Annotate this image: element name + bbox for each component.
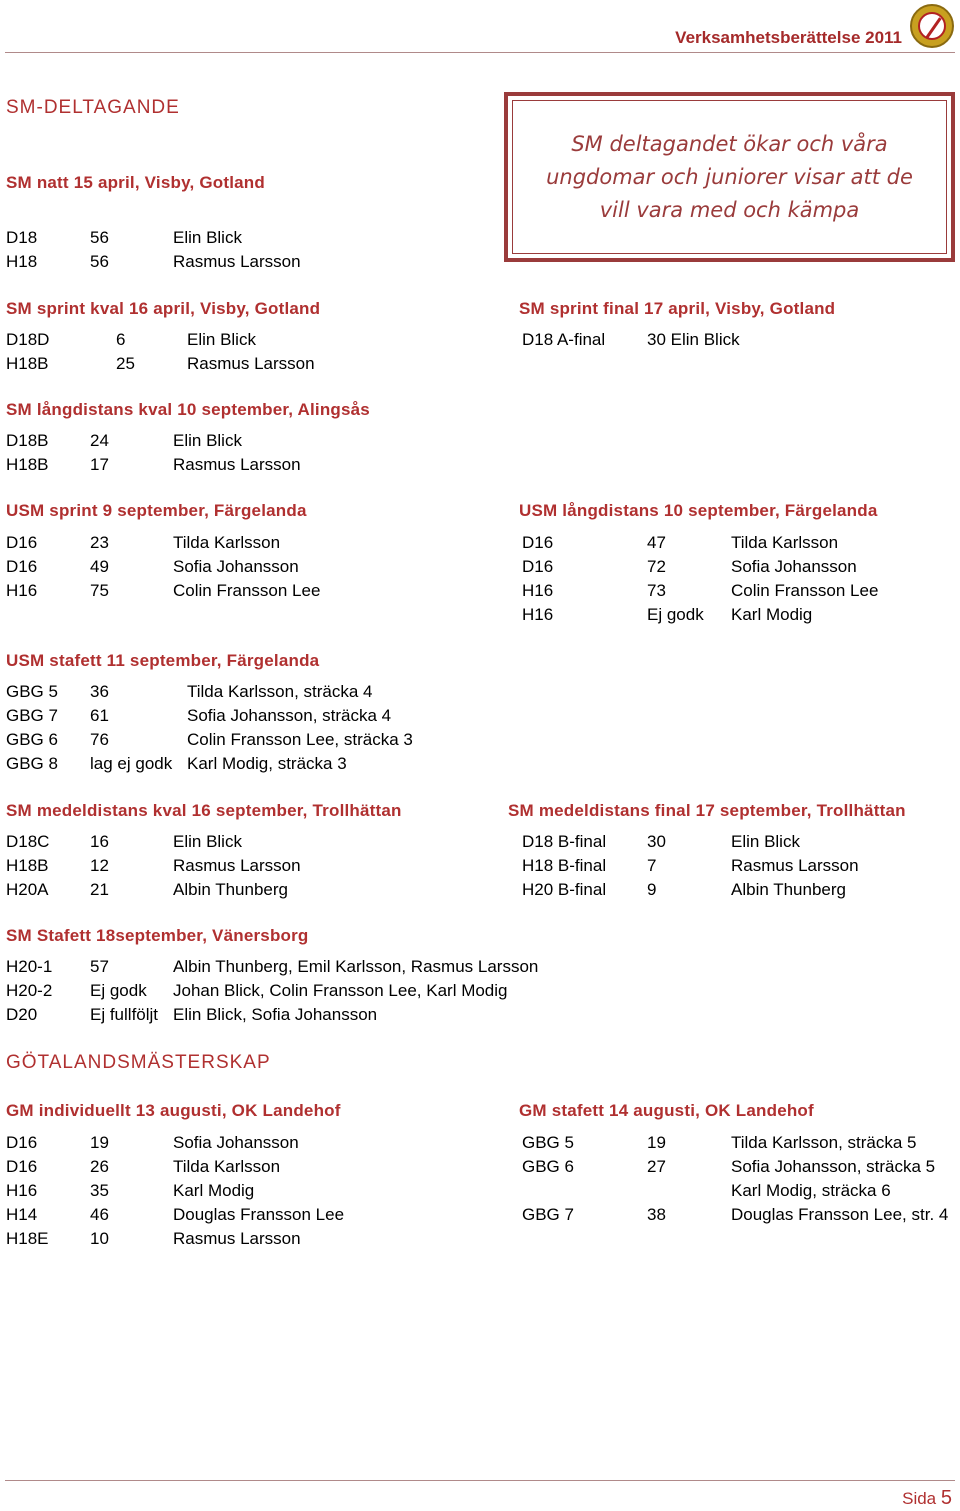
name-cell: Karl Modig <box>173 1181 255 1200</box>
class-cell: D16 <box>522 533 554 552</box>
placing-cell: 26 <box>90 1157 109 1176</box>
placing-cell: 75 <box>90 581 109 600</box>
name-cell: Sofia Johansson <box>173 1133 299 1152</box>
name-cell: Karl Modig, sträcka 6 <box>731 1181 891 1200</box>
class-cell: D20 <box>6 1005 38 1024</box>
class-cell: H18E <box>6 1229 49 1248</box>
section-heading-sm-deltagande: SM-DELTAGANDE <box>6 97 180 118</box>
name-cell: Elin Blick <box>187 330 256 349</box>
name-cell: Albin Thunberg <box>731 880 846 899</box>
heading-gm-individuellt: GM individuellt 13 augusti, OK Landehof <box>6 1101 341 1120</box>
name-cell: Rasmus Larsson <box>173 252 301 271</box>
placing-cell: 47 <box>647 533 666 552</box>
heading-sm-sprint-kval: SM sprint kval 16 april, Visby, Gotland <box>6 299 321 318</box>
class-cell: H16 <box>522 605 554 624</box>
placing-cell: 61 <box>90 706 109 725</box>
name-cell: Elin Blick <box>173 431 242 450</box>
heading-gm-stafett: GM stafett 14 augusti, OK Landehof <box>519 1101 814 1120</box>
name-cell: Rasmus Larsson <box>173 455 301 474</box>
callout-box <box>504 92 955 262</box>
page-number-value: 5 <box>940 1487 952 1509</box>
class-cell: H18B <box>6 856 49 875</box>
name-cell: Karl Modig <box>731 605 813 624</box>
name-cell: Rasmus Larsson <box>173 1229 301 1248</box>
name-cell: Elin Blick <box>731 832 800 851</box>
name-cell: Tilda Karlsson <box>731 533 839 552</box>
page-label: Sida <box>902 1489 937 1508</box>
placing-cell: 27 <box>647 1157 666 1176</box>
name-cell: Tilda Karlsson, sträcka 4 <box>187 682 373 701</box>
name-cell: Albin Thunberg <box>173 880 288 899</box>
heading-sm-medel-kval: SM medeldistans kval 16 september, Trollhättan <box>6 801 402 820</box>
placing-cell: 73 <box>647 581 666 600</box>
placing-cell: lag ej godk <box>90 754 173 773</box>
class-cell: GBG 5 <box>6 682 58 701</box>
name-cell: Tilda Karlsson <box>173 1157 281 1176</box>
placing-cell: 35 <box>90 1181 109 1200</box>
placing-cell: 24 <box>90 431 109 450</box>
placing-cell: Ej godk <box>647 605 704 624</box>
name-cell: Elin Blick <box>173 832 242 851</box>
club-logo-icon <box>910 4 954 48</box>
name-cell: Tilda Karlsson <box>173 533 281 552</box>
footer-divider <box>5 1480 955 1481</box>
placing-cell: 10 <box>90 1229 109 1248</box>
class-cell: H18 <box>6 252 38 271</box>
name-cell: Johan Blick, Colin Fransson Lee, Karl Modig <box>173 981 508 1000</box>
name-cell: Douglas Fransson Lee, str. 4 <box>731 1205 949 1224</box>
placing-cell: Ej godk <box>90 981 147 1000</box>
class-cell: GBG 8 <box>6 754 58 773</box>
name-cell: Rasmus Larsson <box>731 856 859 875</box>
class-cell: GBG 7 <box>6 706 58 725</box>
heading-sm-langdistans-kval: SM långdistans kval 10 september, Alingsås <box>6 400 370 419</box>
placing-cell: 38 <box>647 1205 666 1224</box>
name-cell: Sofia Johansson <box>731 557 857 576</box>
name-cell: Sofia Johansson, sträcka 4 <box>187 706 392 725</box>
placing-cell: 56 <box>90 252 109 271</box>
placing-cell: 49 <box>90 557 109 576</box>
placing-cell: 19 <box>647 1133 666 1152</box>
name-cell: Sofia Johansson <box>173 557 299 576</box>
header-divider <box>5 52 955 53</box>
class-cell: D18D <box>6 330 50 349</box>
name-cell: Sofia Johansson, sträcka 5 <box>731 1157 936 1176</box>
placing-cell: 9 <box>647 880 657 899</box>
heading-usm-sprint: USM sprint 9 september, Färgelanda <box>6 501 307 520</box>
name-cell: Colin Fransson Lee <box>173 581 321 600</box>
placing-cell: 30 <box>647 832 666 851</box>
class-cell: D16 <box>522 557 554 576</box>
class-cell: H20 B-final <box>522 880 607 899</box>
placing-cell: 36 <box>90 682 109 701</box>
placing-cell: 21 <box>90 880 109 899</box>
class-cell: D18 <box>6 228 38 247</box>
placing-cell: 72 <box>647 557 666 576</box>
name-cell: Colin Fransson Lee <box>731 581 879 600</box>
class-cell: GBG 7 <box>522 1205 574 1224</box>
class-cell: GBG 6 <box>522 1157 574 1176</box>
class-cell: H20A <box>6 880 49 899</box>
heading-sm-medel-final: SM medeldistans final 17 september, Trollhättan <box>508 801 906 820</box>
placing-cell: Ej fullföljt <box>90 1005 159 1024</box>
name-cell: Elin Blick <box>173 228 242 247</box>
class-cell: H16 <box>6 1181 38 1200</box>
class-cell: D16 <box>6 1133 38 1152</box>
section-heading-gotaland: GÖTALANDSMÄSTERSKAP <box>6 1052 271 1073</box>
heading-usm-stafett: USM stafett 11 september, Färgelanda <box>6 651 320 670</box>
name-cell: Tilda Karlsson, sträcka 5 <box>731 1133 917 1152</box>
class-cell: D16 <box>6 557 38 576</box>
heading-sm-stafett: SM Stafett 18september, Vänersborg <box>6 926 309 945</box>
class-cell: H16 <box>6 581 38 600</box>
class-cell: H16 <box>522 581 554 600</box>
class-cell: H20-1 <box>6 957 53 976</box>
heading-usm-langdistans: USM långdistans 10 september, Färgelanda <box>519 501 878 520</box>
class-cell: H14 <box>6 1205 38 1224</box>
name-cell: Douglas Fransson Lee <box>173 1205 345 1224</box>
placing-cell: 23 <box>90 533 109 552</box>
name-cell: Rasmus Larsson <box>173 856 301 875</box>
class-cell: GBG 5 <box>522 1133 574 1152</box>
callout-text: SM deltagandet ökar och våra ungdomar och juniorer visar att de vill vara med och kämpa <box>546 131 913 222</box>
placing-cell: 56 <box>90 228 109 247</box>
name-cell: Colin Fransson Lee, sträcka 3 <box>187 730 413 749</box>
placing-cell: 57 <box>90 957 109 976</box>
class-cell: GBG 6 <box>6 730 58 749</box>
name-cell: Rasmus Larsson <box>187 354 315 373</box>
placing-cell: 6 <box>116 330 126 349</box>
placing-cell: 17 <box>90 455 109 474</box>
name-cell: Albin Thunberg, Emil Karlsson, Rasmus Larsson <box>173 957 539 976</box>
name-cell: Karl Modig, sträcka 3 <box>187 754 347 773</box>
class-cell: H18B <box>6 455 49 474</box>
page-number <box>902 1487 952 1510</box>
class-cell: D18B <box>6 431 49 450</box>
class-cell: H18 B-final <box>522 856 607 875</box>
class-cell: D18C <box>6 832 50 851</box>
class-cell: H20-2 <box>6 981 53 1000</box>
placing-cell: 7 <box>647 856 657 875</box>
placing-cell: 46 <box>90 1205 109 1224</box>
placing-cell: 30 Elin Blick <box>647 330 740 349</box>
placing-cell: 12 <box>90 856 109 875</box>
document-header-title: Verksamhetsberättelse 2011 <box>675 28 902 47</box>
placing-cell: 25 <box>116 354 135 373</box>
placing-cell: 76 <box>90 730 109 749</box>
heading-sm-natt: SM natt 15 april, Visby, Gotland <box>6 173 265 192</box>
class-cell: D16 <box>6 1157 38 1176</box>
name-cell: Elin Blick, Sofia Johansson <box>173 1005 378 1024</box>
class-cell: D18 B-final <box>522 832 607 851</box>
placing-cell: 16 <box>90 832 109 851</box>
class-cell: D18 A-final <box>522 330 606 349</box>
class-cell: H18B <box>6 354 49 373</box>
heading-sm-sprint-final: SM sprint final 17 april, Visby, Gotland <box>519 299 836 318</box>
placing-cell: 19 <box>90 1133 109 1152</box>
class-cell: D16 <box>6 533 38 552</box>
